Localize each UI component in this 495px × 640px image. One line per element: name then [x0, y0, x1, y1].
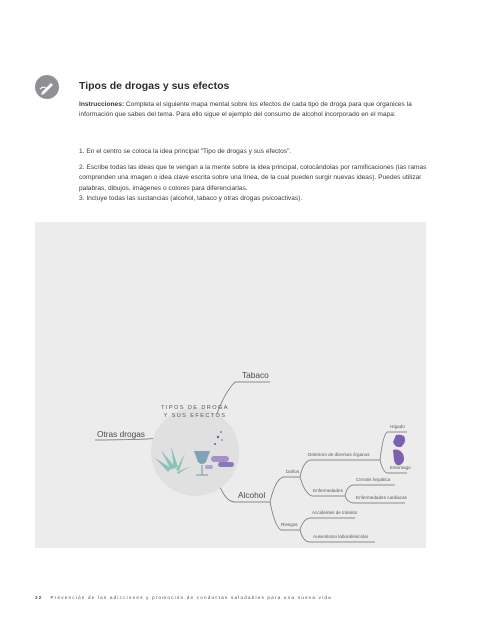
branch-enfermedades-cardiacas: Enfermedades cardiacas [356, 495, 407, 500]
section-title: Tipos de drogas y sus efectos [79, 80, 230, 92]
enfermedades-branch-line [300, 477, 345, 496]
branch-danos: Daños [286, 469, 300, 474]
pencil-writing-icon [35, 75, 59, 99]
branch-deterioro-organos: Deterioro de diversos órganos [308, 452, 370, 457]
branch-tabaco: Tabaco [242, 370, 269, 380]
branch-higado: Hígado [390, 424, 405, 429]
branch-riesgos: Riesgos [281, 522, 298, 527]
deterioro-branch-line [300, 460, 380, 477]
branch-cirrosis-hepatica: Cirrosis hepática [356, 477, 391, 482]
page-number: 22 [35, 595, 43, 600]
branch-estomago: Estómago [390, 465, 411, 470]
instructions-label: Instrucciones: [79, 101, 125, 108]
accidentes-branch-line [300, 518, 355, 530]
step-1: 1. En el centro se coloca la idea principal "Tipo de drogas y sus efectos". [79, 148, 292, 155]
center-idea-line2: Y SUS EFECTOS [163, 413, 227, 419]
step-2: 2. Escribe todas las ideas que te vengan a la mente sobre la idea principal, colocándolas por ramificaciones (las ramas comprenden una imagen o idea clave escrita sobre una línea, de la cual pueden surgir nuevas ideas). Puedes utilizar palabras, dibujos, imágenes o colores para diferenciarlas. [79, 164, 427, 192]
branch-otras-drogas: Otras drogas [97, 429, 145, 439]
running-title: Prevención de las adicciones y promoción de conductas saludables para una nueva vida [50, 595, 332, 600]
step-3: 3. Incluye todas las sustancias (alcohol, tabaco y otras drogas psicoactivas). [79, 194, 303, 202]
mind-map-panel [35, 222, 426, 548]
branch-accidentes-transito: Accidentes de tránsito [312, 510, 358, 515]
page-footer [35, 595, 332, 600]
branch-ausentismo: Ausentismo laboral/escolar [313, 534, 369, 539]
stomach-icon [393, 450, 404, 466]
steps-list [79, 147, 429, 204]
center-idea-line1: TIPOS DE DROGA [161, 405, 229, 411]
instructions-text: Completa el siguiente mapa mental sobre los efectos de cada tipo de droga para que organices la información que sabes del tema. Para ello sigue el ejemplo del consumo de alcohol incorporado en el mapa: [79, 101, 412, 119]
danos-branch-line [270, 477, 300, 502]
branch-enfermedades: Enfermedades [313, 488, 343, 493]
liver-icon [393, 435, 405, 447]
instructions-paragraph [79, 100, 427, 120]
branch-alcohol: Alcohol [238, 490, 266, 500]
